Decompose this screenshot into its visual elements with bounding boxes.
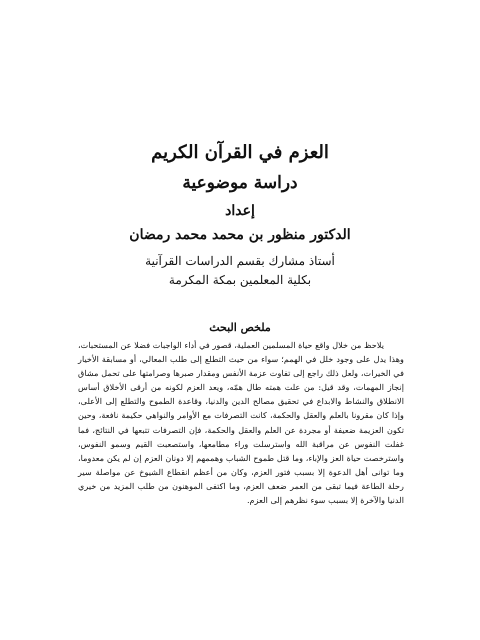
paper-title: العزم في القرآن الكريم	[151, 142, 329, 163]
paper-subtitle: دراسة موضوعية	[182, 173, 298, 193]
author-name: الدكتور منظور بن محمد محمد رمضان	[129, 227, 351, 243]
author-affiliation-line2: بكلية المعلمين بمكة المكرمة	[168, 273, 312, 287]
title-block	[60, 140, 420, 290]
abstract-heading: ملخص البحث	[209, 321, 271, 334]
abstract-body: يلاحظ من خلال واقع حياة المسلمين العملية، قصور في أداء الواجبات فضلا عن المستحبات، وهذا يدل على وجود خلل في الهمم؛ سواء من حيث التطلع إلى طلب المعالي، أو مسابقة الأخيار في الخيرات، ولعل ذلك راجع إلى تفاوت عزمة الأنفس ومقدار صبرها وصرامتها على تحمل مشاق إنجاز المهمات، وقد قيل: من علت همته طال همّه، ويعد العزم لكونه من أرقى الأخلاق أساس الانطلاق والنشاط والابداع في تحقيق مصالح الدين والدنيا، وقاعدة الطموح والتطلع إلى الأعلى، وإذا كان مقرونا بالعلم والعقل والحكمة، كانت التصرفات مع الأوامر والنواهي حكيمة نافعة، وحين تكون العزيمة ضعيفة أو مجردة عن العلم والعقل والحكمة، فإن التصرفات تتبعها في النتائج، فما غفلت النفوس عن مراقبة الله واسترسلت وراء مطامعها، واستصعبت القيم وسمو النفوس، واسترخصت حياة العز والإباء، وما قتل طموح الشباب وهممهم إلا دونان العزم إن لم يكن معدوما، وما توانى أهل الدعوة إلا بسبب فتور العزم، وكان من أعظم انقطاع الشيوخ عن مواصلة سير رحلة الطاعة فيما تبقى من العمر ضعف العزم، وما اكتفى الموهنون من طلب المزيد من خيري الدنيا والآخرة إلا بسبب سوء نظرهم إلى العزم.	[78, 340, 404, 506]
author-affiliation-line1: أستاذ مشارك بقسم الدراسات القرآنية	[145, 254, 335, 268]
prepared-by-label: إعداد	[225, 203, 255, 219]
